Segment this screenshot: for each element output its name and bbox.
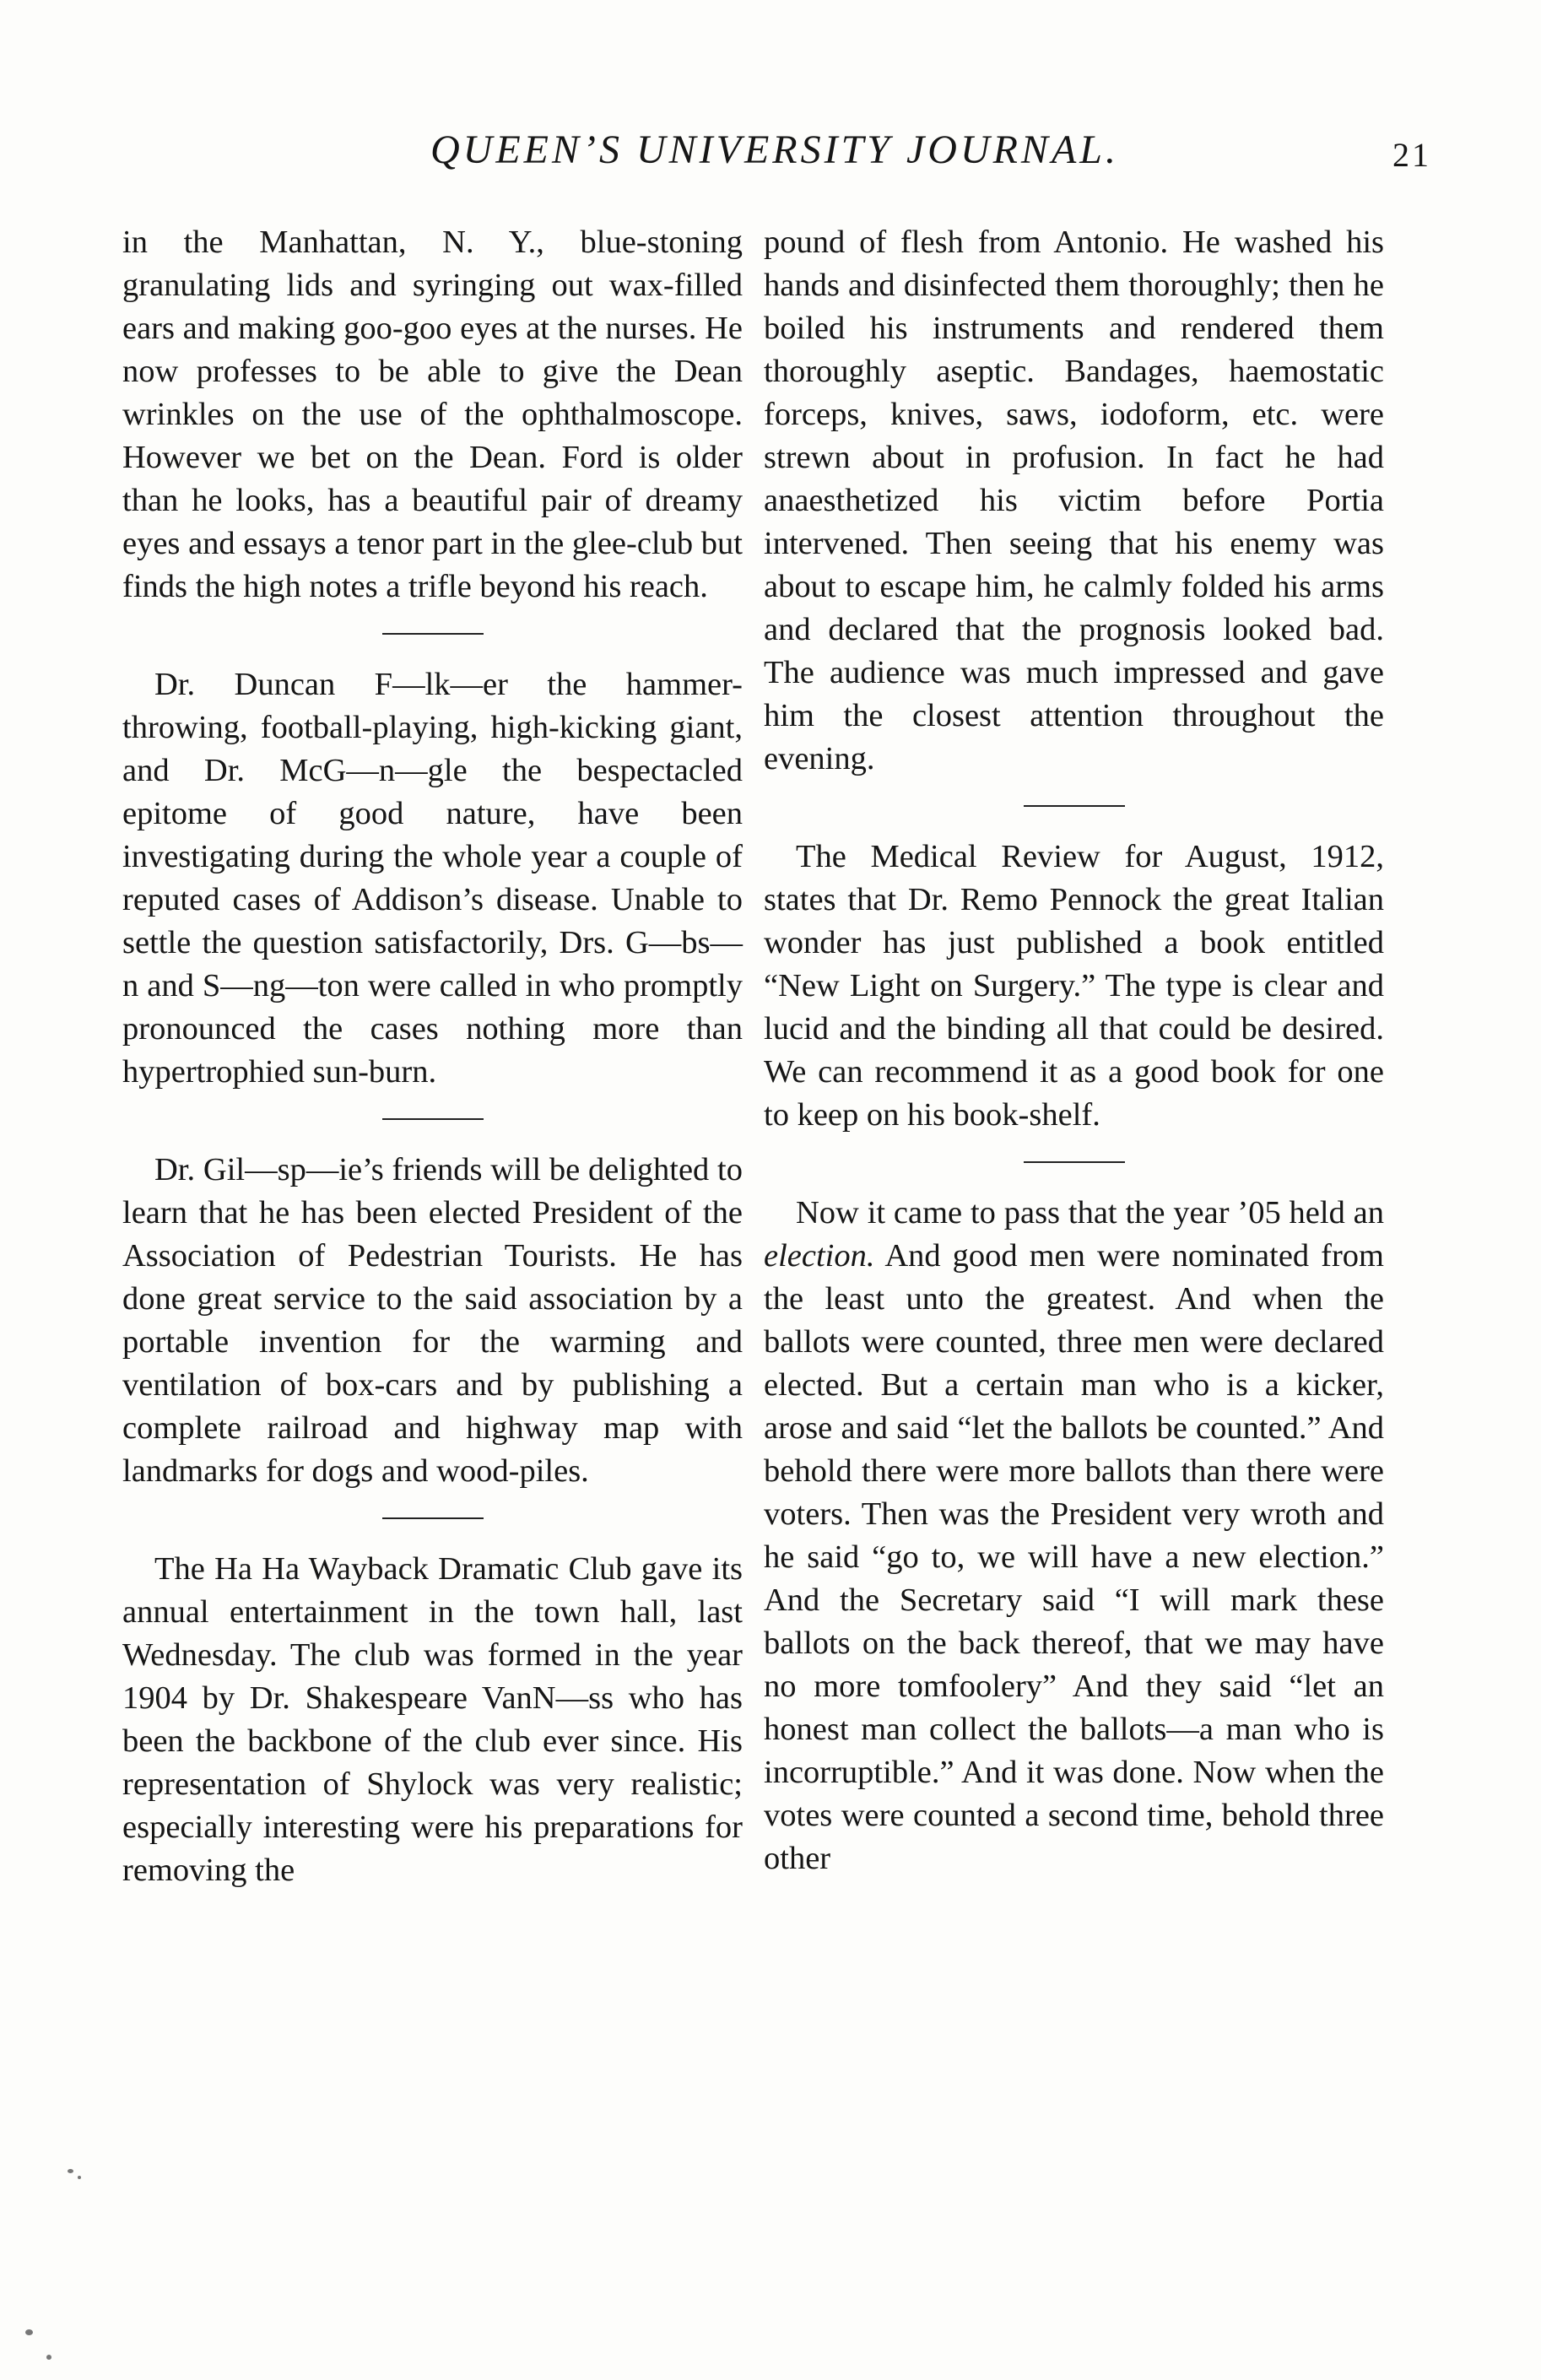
print-speck [68,2169,73,2173]
section-divider [1024,1161,1125,1163]
section-divider [382,1118,484,1120]
page-number: 21 [1392,136,1431,174]
section-divider [382,1517,484,1519]
right-paragraph-3-text-start: Now it came to pass that the year ’05 held an [796,1195,1384,1231]
election-emphasis: election. [764,1238,875,1274]
page-header [0,127,1541,194]
right-paragraph-3 [764,1192,1384,1880]
left-paragraph-3: Dr. Gil—sp—ie’s friends will be delighted to learn that he has been elected President of the Association of Pedestrian Tourists. He has done great service to the said association by a portable invention for the warming and ventilation of box-cars and by publishing a complete railroad and highway map with landmarks for dogs and wood-piles. [122,1152,743,1489]
print-speck [46,2355,51,2360]
running-title: QUEEN’S UNIVERSITY JOURNAL. [430,127,1119,172]
left-paragraph-1: in the Manhattan, N. Y., blue-stoning granulating lids and syringing out wax-filled ears and making goo-goo eyes at the nurses. He now professes to be able to give the Dean wrinkles on the use of the ophthalmoscope. However we bet on the Dean. Ford is older than he looks, has a beautiful pair of dreamy eyes and essays a tenor part in the glee-club but finds the high notes a trifle beyond his reach. [122,224,743,604]
section-divider [382,633,484,635]
section-divider [1024,805,1125,807]
left-paragraph-4: The Ha Ha Wayback Dramatic Club gave its annual entertainment in the town hall, last Wednesday. The club was formed in the year 1904 by Dr. Shakespeare VanN—ss who has been the backbone of the club ever since. His representation of Shylock was very realistic; especially interesting were his preparations for removing the [122,1551,743,1888]
right-column [764,221,1384,1880]
right-paragraph-3-text-end: And good men were nominated from the least unto the greatest. And when the ballots were counted, three men were declared elected. But a certain man who is a kicker, arose and said “let the ballots be counted.” And behold there were more ballots than there were voters. Then was the President very wroth and he said “go to, we will have a new election.” And the Secretary said “I will mark these ballots on the back thereof, that we may have no more tomfoolery” And they said “let an honest man collect the ballots—a man who is incorruptible.” And it was done. Now when the votes were counted a second time, behold three other [764,1238,1384,1876]
left-column [122,221,743,1892]
right-paragraph-1: pound of flesh from Antonio. He washed his hands and disinfected them thoroughly; then he boiled his instruments and rendered them thoroughly aseptic. Bandages, haemostatic forceps, knives, saws, iodoform, etc. were strewn about in profusion. In fact he had anaesthetized his victim before Portia intervened. Then seeing that his enemy was about to escape him, he calmly folded his arms and declared that the prognosis looked bad. The audience was much impressed and gave him the closest attention throughout the evening. [764,224,1384,776]
print-speck [25,2329,33,2335]
left-paragraph-2: Dr. Duncan F—lk—er the hammer-throwing, football-playing, high-kicking giant, and Dr. McG—n—gle the bespectacled epitome of good nature, have been investigating during the whole year a couple of reputed cases of Addison’s disease. Unable to settle the question satisfactorily, Drs. G—bs—n and S—ng—ton were called in who promptly pronounced the cases nothing more than hypertrophied sun-burn. [122,667,743,1090]
right-paragraph-2: The Medical Review for August, 1912, states that Dr. Remo Pennock the great Italian wonder has just published a book entitled “New Light on Surgery.” The type is clear and lucid and the binding all that could be desired. We can recommend it as a good book for one to keep on his book-shelf. [764,839,1384,1133]
print-speck [78,2176,81,2179]
